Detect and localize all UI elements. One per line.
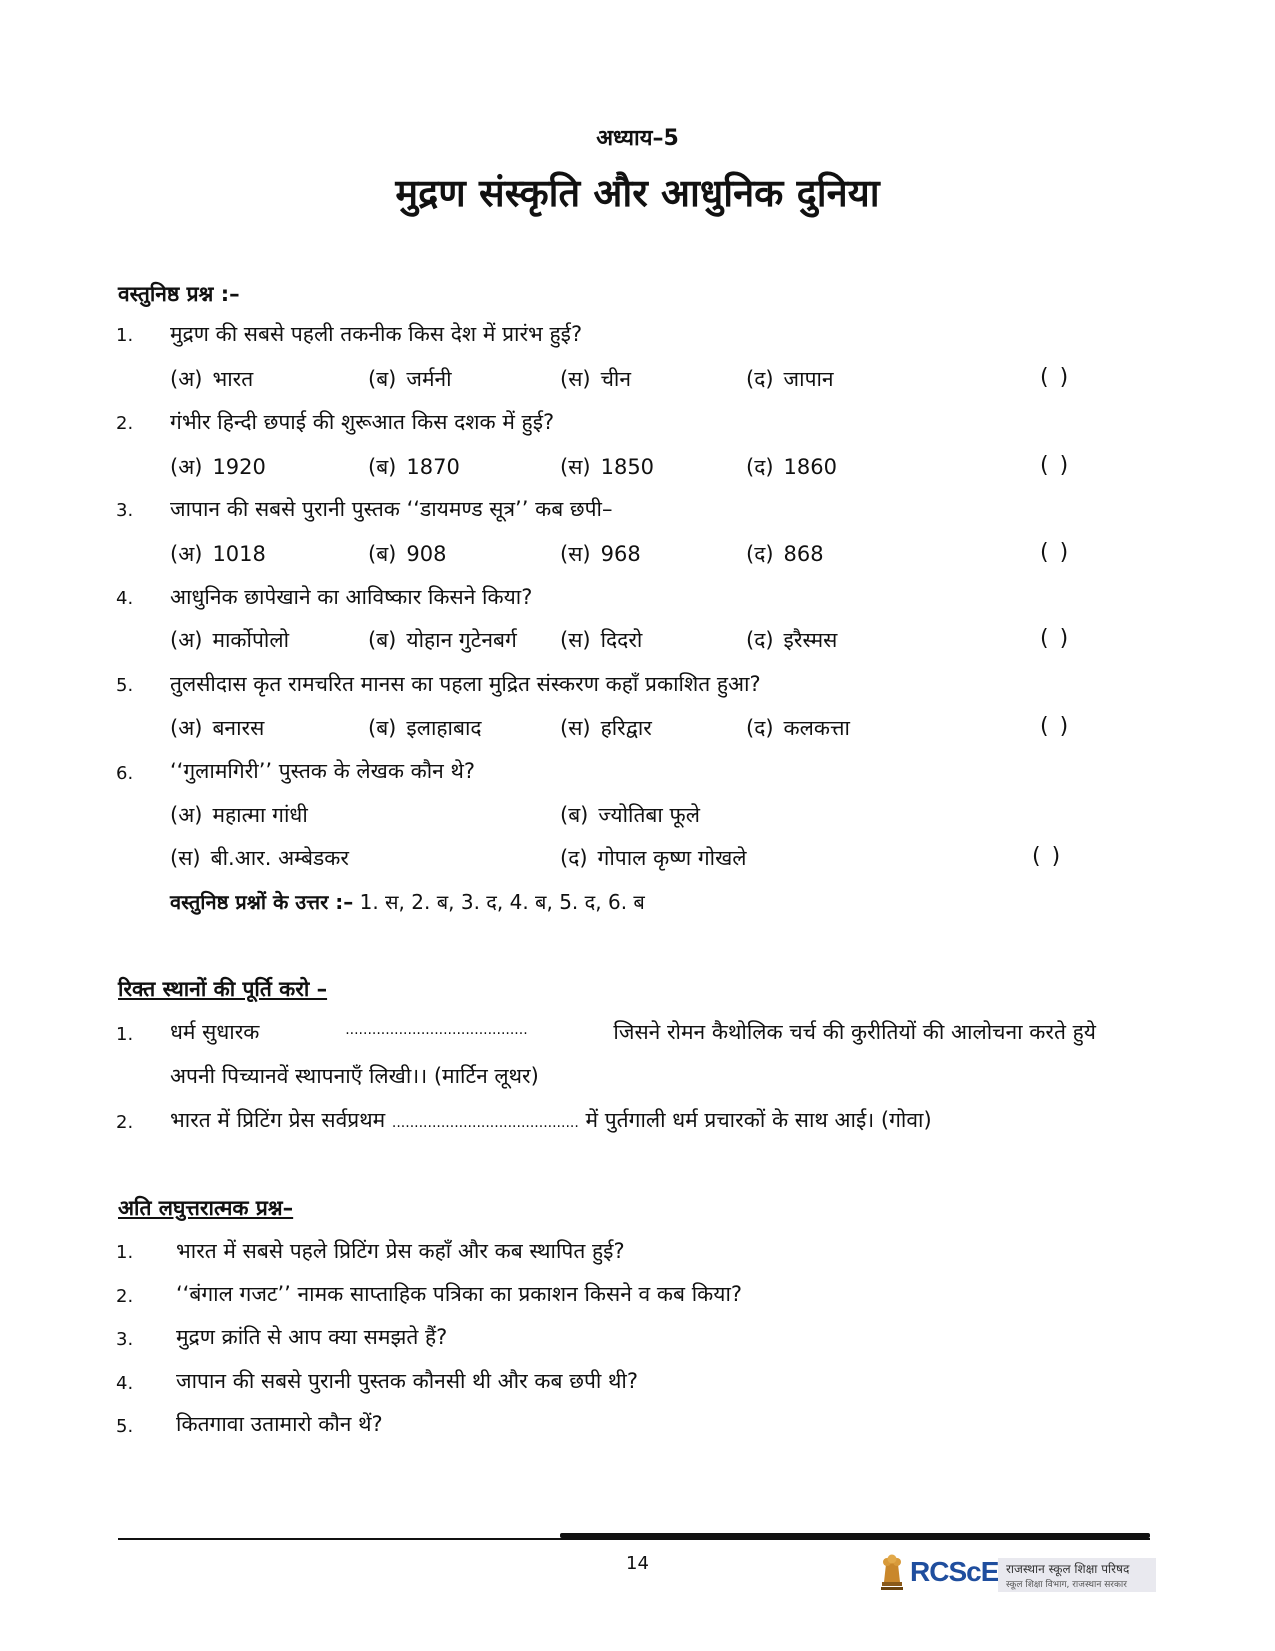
fill-blank-line2: अपनी पिच्यानवें स्थापनाएँ लिखी।। (मार्टिन लूथर)	[170, 1064, 539, 1088]
answer-bracket: ( )	[1040, 540, 1071, 565]
footer-rule-thick	[560, 1533, 1150, 1538]
question-text: तुलसीदास कृत रामचरित मानस का पहला मुद्रित संस्करण कहाँ प्रकाशित हुआ?	[170, 672, 761, 696]
question-text: जापान की सबसे पुरानी पुस्तक ‘‘डायमण्ड सूत्र’’ कब छपी–	[170, 497, 613, 521]
answer-bracket: ( )	[1040, 453, 1071, 478]
question-number: 5.	[116, 675, 134, 696]
option-a: (अ) 1920	[170, 455, 266, 479]
answer-key	[170, 888, 645, 915]
answer-bracket: ( )	[1040, 365, 1071, 390]
question-number: 3.	[116, 1329, 134, 1350]
question-number: 4.	[116, 1373, 134, 1394]
fill-blank-line	[170, 1018, 1096, 1046]
question-text: मुद्रण क्रांति से आप क्या समझते हैं?	[176, 1325, 448, 1349]
fill-blank-before: भारत में प्रिटिंग प्रेस सर्वप्रथम	[170, 1108, 386, 1132]
option-d: (द) इरैस्मस	[746, 628, 838, 652]
option-c: (स) 968	[560, 542, 641, 566]
question-text: भारत में सबसे पहले प्रिटिंग प्रेस कहाँ और कब स्थापित हुई?	[176, 1239, 625, 1263]
option-d: (द) 868	[746, 542, 824, 566]
option-b: (ब) 908	[368, 542, 447, 566]
footer-rule	[118, 1538, 1150, 1540]
logo-line1: राजस्थान स्कूल शिक्षा परिषद	[1006, 1562, 1130, 1576]
option-b: (ब) जर्मनी	[368, 367, 452, 391]
question-number: 4.	[116, 588, 134, 609]
answer-bracket: ( )	[1040, 626, 1071, 651]
blank-dots: .........................................	[345, 1022, 528, 1038]
question-number: 2.	[116, 413, 134, 434]
objective-heading: वस्तुनिष्ठ प्रश्न :–	[118, 282, 240, 306]
question-number: 1.	[116, 1242, 134, 1263]
page-number: 14	[626, 1553, 649, 1574]
option-b: (ब) 1870	[368, 455, 460, 479]
option-d: (द) 1860	[746, 455, 837, 479]
fill-blanks-heading: रिक्त स्थानों की पूर्ति करो –	[118, 977, 328, 1001]
question-text: ‘‘बंगाल गजट’’ नामक साप्ताहिक पत्रिका का प्रकाशन किसने व कब किया?	[176, 1282, 743, 1306]
question-number: 3.	[116, 500, 134, 521]
option-c: (स) बी.आर. अम्बेडकर	[170, 846, 349, 870]
question-number: 5.	[116, 1416, 134, 1437]
option-c: (स) दिदरो	[560, 628, 643, 652]
very-short-heading: अति लघुत्तरात्मक प्रश्न–	[118, 1196, 294, 1220]
option-c: (स) चीन	[560, 367, 632, 391]
option-b: (ब) योहान गुटेनबर्ग	[368, 628, 517, 652]
question-number: 6.	[116, 763, 134, 784]
fill-blank-after: जिसने रोमन कैथोलिक चर्च की कुरीतियों की आलोचना करते हुये	[613, 1020, 1096, 1044]
question-text: कितगावा उतामारो कौन थें?	[176, 1412, 383, 1436]
question-number: 1.	[116, 325, 134, 346]
option-a: (अ) मार्कोपोलो	[170, 628, 290, 652]
option-b: (ब) ज्योतिबा फूले	[560, 803, 700, 827]
option-d: (द) गोपाल कृष्ण गोखले	[560, 846, 747, 870]
state-emblem-icon	[878, 1552, 906, 1592]
option-a: (अ) भारत	[170, 367, 254, 391]
option-a: (अ) बनारस	[170, 716, 265, 740]
question-number: 2.	[116, 1112, 134, 1133]
question-text: ‘‘गुलामगिरी’’ पुस्तक के लेखक कौन थे?	[170, 759, 476, 783]
fill-blank-after: में पुर्तगाली धर्म प्रचारकों के साथ आई। (गोवा)	[585, 1108, 932, 1132]
rcsce-logo	[878, 1550, 1156, 1598]
option-a: (अ) 1018	[170, 542, 266, 566]
answer-key-label: वस्तुनिष्ठ प्रश्नों के उत्तर :–	[170, 890, 354, 914]
option-d: (द) जापान	[746, 367, 834, 391]
blank-dots: ..........................................	[391, 1115, 579, 1131]
question-text: जापान की सबसे पुरानी पुस्तक कौनसी थी और कब छपी थी?	[176, 1369, 638, 1393]
chapter-label: अध्याय–5	[596, 126, 679, 151]
page-title: मुद्रण संस्कृति और आधुनिक दुनिया	[395, 171, 880, 215]
question-number: 2.	[116, 1286, 134, 1307]
option-a: (अ) महात्मा गांधी	[170, 803, 308, 827]
fill-blank-before: धर्म सुधारक	[170, 1020, 260, 1044]
logo-line2: स्कूल शिक्षा विभाग, राजस्थान सरकार	[1006, 1580, 1127, 1590]
option-c: (स) 1850	[560, 455, 655, 479]
answer-key-values: 1. स, 2. ब, 3. द, 4. ब, 5. द, 6. ब	[359, 890, 645, 914]
question-number: 1.	[116, 1024, 134, 1045]
logo-wordmark: RCScE	[910, 1556, 999, 1587]
option-c: (स) हरिद्वार	[560, 716, 652, 740]
question-text: गंभीर हिन्दी छपाई की शुरूआत किस दशक में हुई?	[170, 410, 555, 434]
fill-blank-line	[170, 1106, 932, 1134]
question-text: आधुनिक छापेखाने का आविष्कार किसने किया?	[170, 585, 533, 609]
option-b: (ब) इलाहाबाद	[368, 716, 482, 740]
question-text: मुद्रण की सबसे पहली तकनीक किस देश में प्रारंभ हुई?	[170, 322, 583, 346]
answer-bracket: ( )	[1040, 714, 1071, 739]
answer-bracket: ( )	[1032, 844, 1063, 869]
option-d: (द) कलकत्ता	[746, 716, 850, 740]
